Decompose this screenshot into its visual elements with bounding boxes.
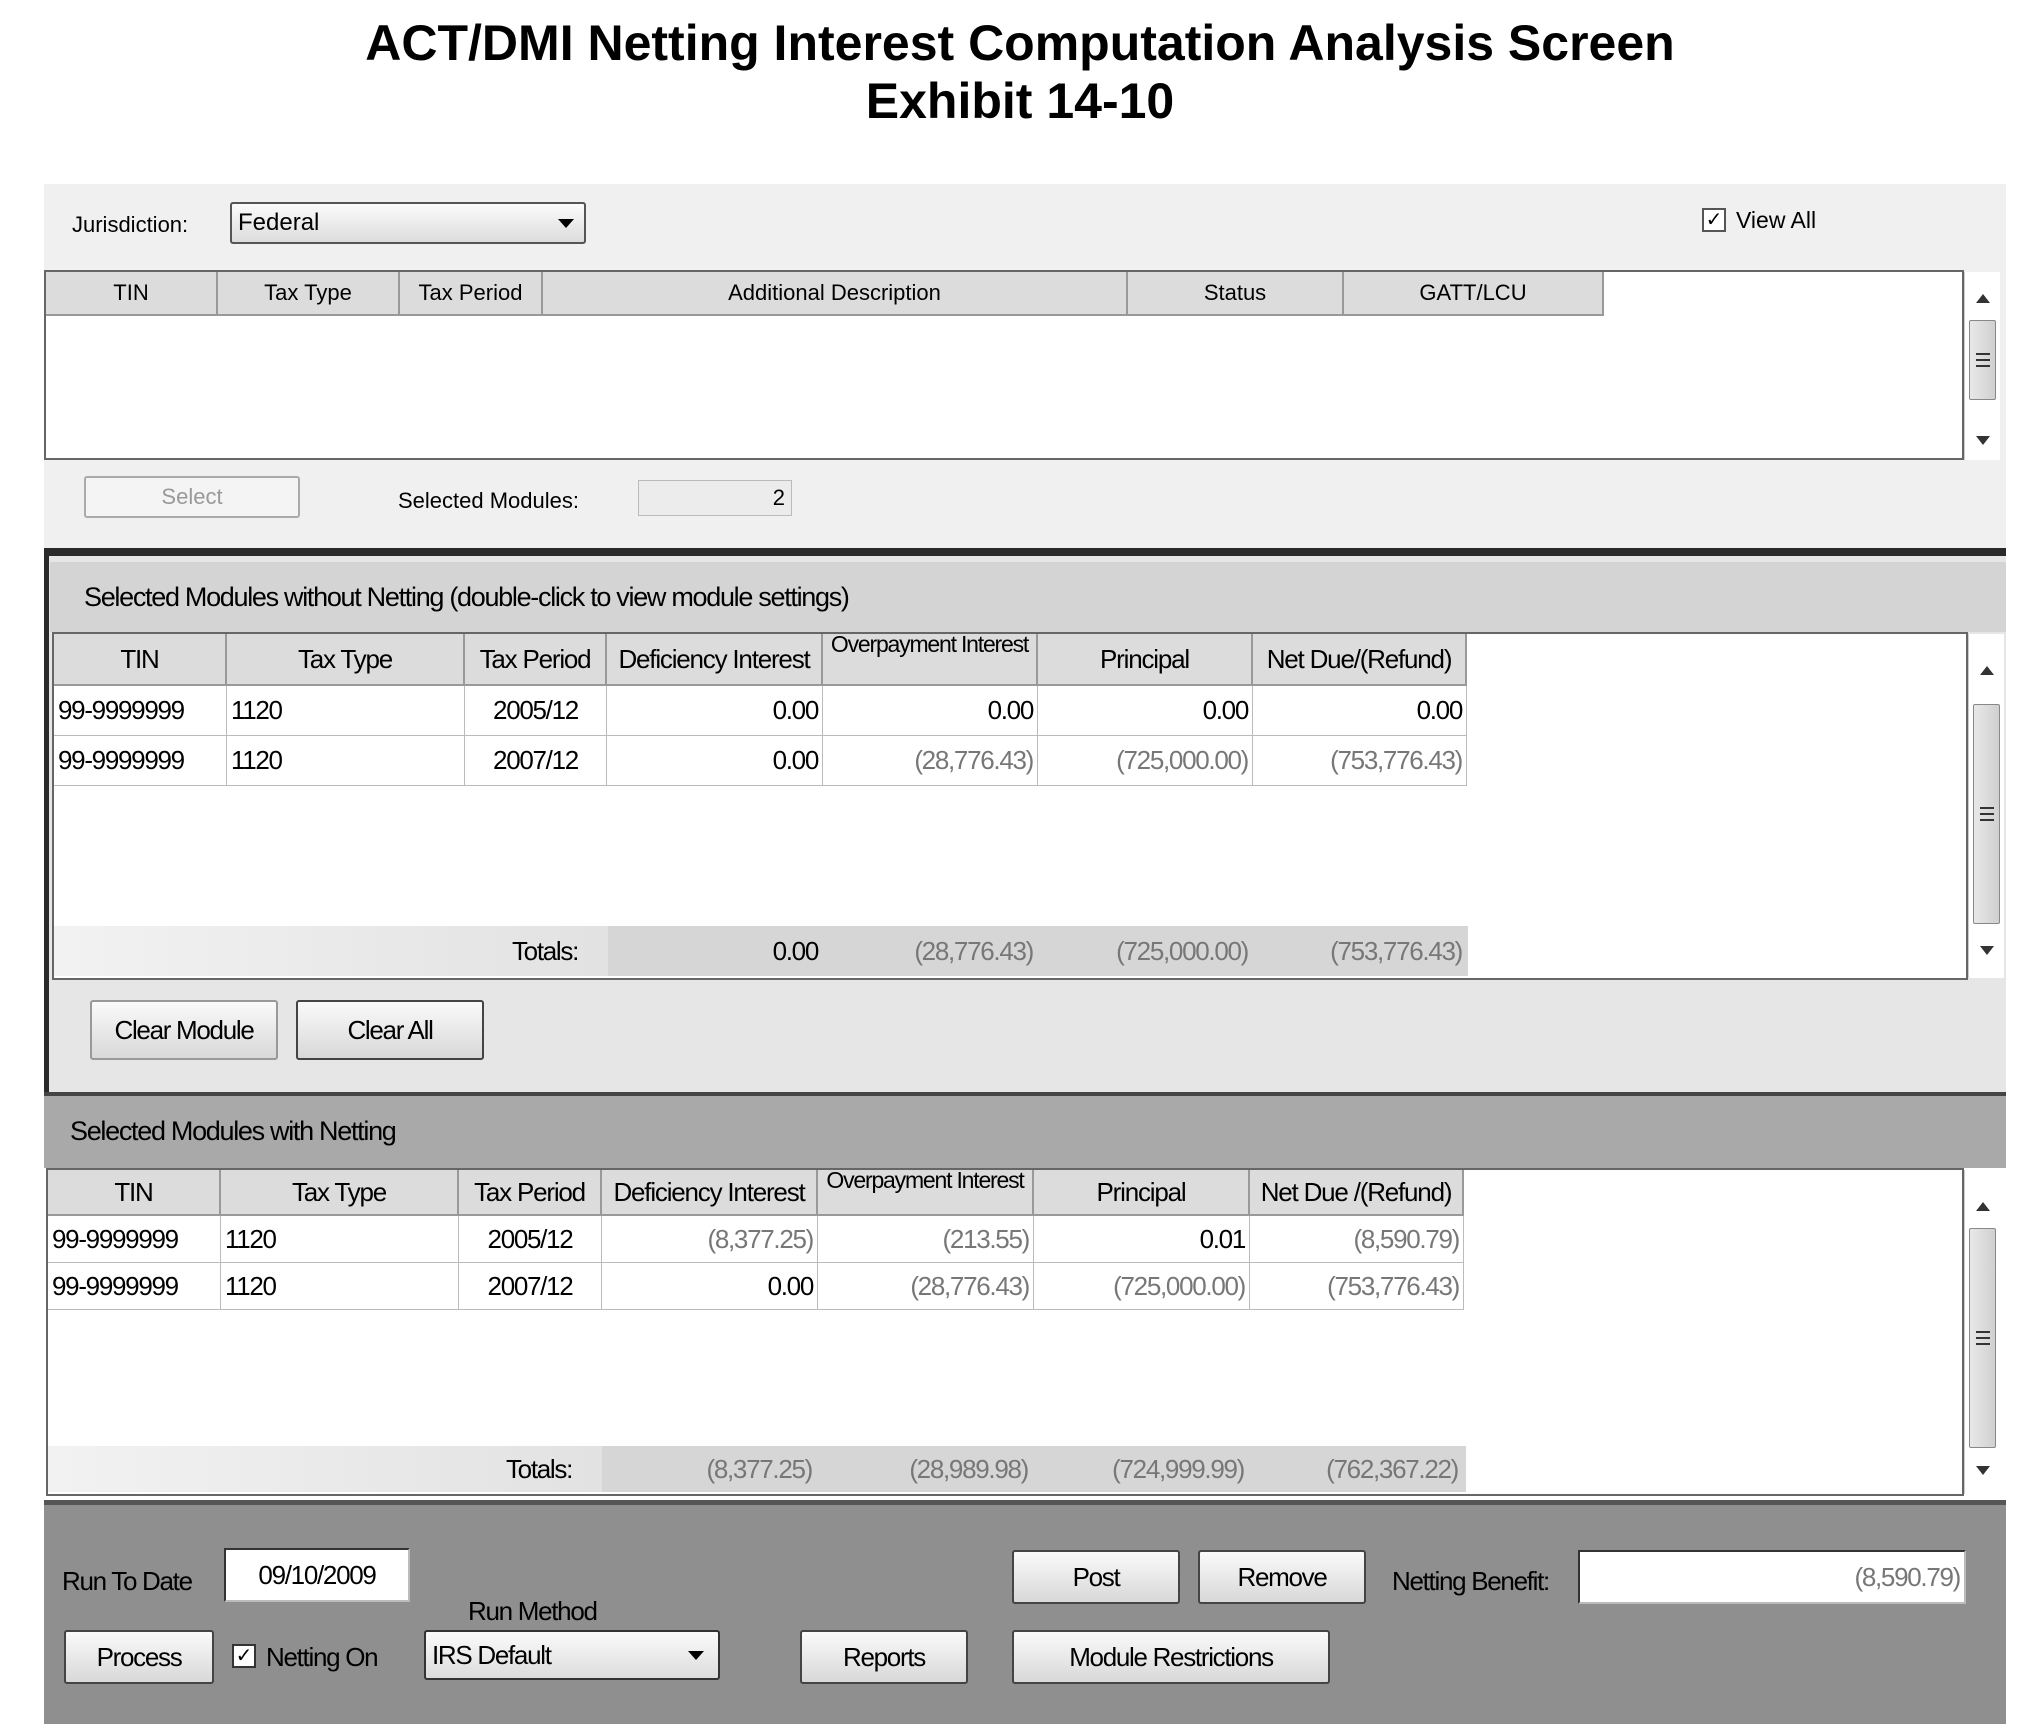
- scroll-thumb[interactable]: [1969, 320, 1996, 400]
- run-method-select[interactable]: [424, 1630, 720, 1680]
- without-netting-scrollbar[interactable]: [1968, 634, 2004, 978]
- col-tax-period[interactable]: Tax Period: [400, 272, 543, 316]
- cell-deficiency: 0.00: [607, 686, 823, 735]
- scroll-grip-icon: [1976, 353, 1990, 367]
- col-tin[interactable]: TIN: [54, 634, 227, 686]
- with-netting-rows: [48, 1216, 1464, 1310]
- dropdown-arrow-icon: [688, 1651, 704, 1660]
- cell-overpayment: (213.55): [818, 1216, 1034, 1262]
- selected-modules-label: Selected Modules:: [398, 488, 579, 513]
- cell-principal: (725,000.00): [1034, 1263, 1250, 1309]
- dropdown-arrow-icon: [558, 219, 574, 228]
- post-button[interactable]: Post: [1012, 1550, 1180, 1604]
- netting-benefit-label: Netting Benefit:: [1392, 1566, 1549, 1596]
- scroll-grip-icon: [1980, 807, 1994, 821]
- cell-tin: 99-9999999: [54, 736, 227, 785]
- scroll-up-icon[interactable]: [1976, 294, 1990, 303]
- total-net: (762,367.22): [1326, 1453, 1458, 1484]
- col-tin[interactable]: TIN: [48, 1170, 221, 1216]
- checkmark-icon: ✓: [1705, 209, 1723, 231]
- cell-tin: 99-9999999: [48, 1263, 221, 1309]
- table-row[interactable]: [54, 686, 1467, 736]
- run-to-date-label: Run To Date: [62, 1566, 192, 1596]
- jurisdiction-label: Jurisdiction:: [72, 212, 189, 237]
- exhibit-title: ACT/DMI Netting Interest Computation Analysis Screen: [365, 15, 1675, 71]
- scroll-down-icon[interactable]: [1976, 1466, 1990, 1475]
- total-overpayment: (28,776.43): [914, 935, 1033, 966]
- col-net-due-refund[interactable]: Net Due/(Refund): [1253, 634, 1467, 686]
- exhibit-subtitle: Exhibit 14-10: [865, 73, 1175, 129]
- col-principal[interactable]: Principal: [1034, 1170, 1250, 1216]
- col-status[interactable]: Status: [1128, 272, 1344, 316]
- total-principal: (725,000.00): [1116, 935, 1248, 966]
- reports-button[interactable]: Reports: [800, 1630, 968, 1684]
- col-overpayment-interest[interactable]: Overpayment Interest: [818, 1170, 1034, 1216]
- cell-overpayment: (28,776.43): [823, 736, 1038, 785]
- module-restrictions-button[interactable]: Module Restrictions: [1012, 1630, 1330, 1684]
- table-row[interactable]: [48, 1263, 1464, 1310]
- netting-on-checkbox[interactable]: [232, 1644, 256, 1668]
- cell-principal: 0.01: [1034, 1216, 1250, 1262]
- col-deficiency-interest[interactable]: Deficiency Interest: [602, 1170, 818, 1216]
- module-grid-scrollbar[interactable]: [1964, 272, 2000, 460]
- section-divider: [44, 548, 2006, 556]
- col-gatt-lcu[interactable]: GATT/LCU: [1344, 272, 1604, 316]
- jurisdiction-value: Federal: [238, 209, 320, 236]
- select-button[interactable]: Select: [84, 476, 300, 518]
- process-button[interactable]: Process: [64, 1630, 214, 1684]
- cell-tax-type: 1120: [227, 736, 465, 785]
- run-method-value: IRS Default: [432, 1639, 551, 1670]
- cell-tax-period: 2007/12: [465, 736, 607, 785]
- total-net: (753,776.43): [1330, 935, 1462, 966]
- selected-modules-count: 2: [638, 480, 792, 516]
- without-netting-totals-label: Totals:: [511, 935, 578, 966]
- col-deficiency-interest[interactable]: Deficiency Interest: [607, 634, 823, 686]
- col-principal[interactable]: Principal: [1038, 634, 1253, 686]
- checkmark-icon: ✓: [235, 1645, 253, 1667]
- total-deficiency: 0.00: [772, 935, 818, 966]
- jurisdiction-select[interactable]: [230, 202, 586, 244]
- without-netting-totals: [608, 926, 1468, 976]
- cell-tin: 99-9999999: [54, 686, 227, 735]
- cell-tin: 99-9999999: [48, 1216, 221, 1262]
- cell-net: (8,590.79): [1250, 1216, 1464, 1262]
- col-overpayment-interest[interactable]: Overpayment Interest: [823, 634, 1038, 686]
- col-tax-type[interactable]: Tax Type: [227, 634, 465, 686]
- col-additional-description[interactable]: Additional Description: [543, 272, 1128, 316]
- view-all-label: View All: [1736, 207, 1817, 233]
- with-netting-totals-label: Totals:: [505, 1453, 572, 1484]
- col-tax-period[interactable]: Tax Period: [459, 1170, 602, 1216]
- without-netting-rows: [54, 686, 1467, 786]
- cell-net: (753,776.43): [1253, 736, 1467, 785]
- cell-overpayment: 0.00: [823, 686, 1038, 735]
- clear-all-button[interactable]: Clear All: [296, 1000, 484, 1060]
- cell-tax-type: 1120: [221, 1216, 459, 1262]
- clear-module-button[interactable]: Clear Module: [90, 1000, 278, 1060]
- table-row[interactable]: [54, 736, 1467, 786]
- netting-on-label: Netting On: [266, 1642, 378, 1672]
- with-netting-title: Selected Modules with Netting: [70, 1116, 396, 1146]
- without-netting-grid-header: [54, 634, 1467, 686]
- with-netting-grid-header: [48, 1170, 1464, 1216]
- cell-tax-period: 2007/12: [459, 1263, 602, 1309]
- run-to-date-input[interactable]: 09/10/2009: [224, 1548, 410, 1602]
- netting-benefit-value: (8,590.79): [1578, 1550, 1966, 1604]
- run-method-label: Run Method: [468, 1596, 597, 1626]
- scroll-down-icon[interactable]: [1976, 436, 1990, 445]
- module-grid-header: [46, 272, 1604, 316]
- cell-principal: (725,000.00): [1038, 736, 1253, 785]
- with-netting-totals: [602, 1446, 1466, 1492]
- cell-net: (753,776.43): [1250, 1263, 1464, 1309]
- total-deficiency: (8,377.25): [706, 1453, 812, 1484]
- cell-deficiency: 0.00: [607, 736, 823, 785]
- cell-overpayment: (28,776.43): [818, 1263, 1034, 1309]
- cell-tax-period: 2005/12: [459, 1216, 602, 1262]
- scroll-down-icon[interactable]: [1980, 946, 1994, 955]
- run-controls-panel: [44, 1500, 2006, 1724]
- col-tax-type[interactable]: Tax Type: [218, 272, 400, 316]
- cell-deficiency: (8,377.25): [602, 1216, 818, 1262]
- total-overpayment: (28,989.98): [909, 1453, 1028, 1484]
- cell-principal: 0.00: [1038, 686, 1253, 735]
- without-netting-title: Selected Modules without Netting (double-click to view module settings): [84, 582, 849, 612]
- table-row[interactable]: [48, 1216, 1464, 1263]
- scroll-grip-icon: [1976, 1331, 1990, 1345]
- cell-tax-type: 1120: [221, 1263, 459, 1309]
- view-all-checkbox[interactable]: [1702, 208, 1726, 232]
- cell-deficiency: 0.00: [602, 1263, 818, 1309]
- scroll-thumb[interactable]: [1973, 704, 2000, 924]
- scroll-thumb[interactable]: [1969, 1228, 1996, 1448]
- cell-tax-type: 1120: [227, 686, 465, 735]
- scroll-up-icon[interactable]: [1980, 666, 1994, 675]
- cell-net: 0.00: [1253, 686, 1467, 735]
- remove-button[interactable]: Remove: [1198, 1550, 1366, 1604]
- cell-tax-period: 2005/12: [465, 686, 607, 735]
- col-tax-period[interactable]: Tax Period: [465, 634, 607, 686]
- total-principal: (724,999.99): [1112, 1453, 1244, 1484]
- col-tin[interactable]: TIN: [46, 272, 218, 316]
- scroll-up-icon[interactable]: [1976, 1202, 1990, 1211]
- col-net-due-refund[interactable]: Net Due /(Refund): [1250, 1170, 1464, 1216]
- with-netting-scrollbar[interactable]: [1964, 1170, 2000, 1494]
- col-tax-type[interactable]: Tax Type: [221, 1170, 459, 1216]
